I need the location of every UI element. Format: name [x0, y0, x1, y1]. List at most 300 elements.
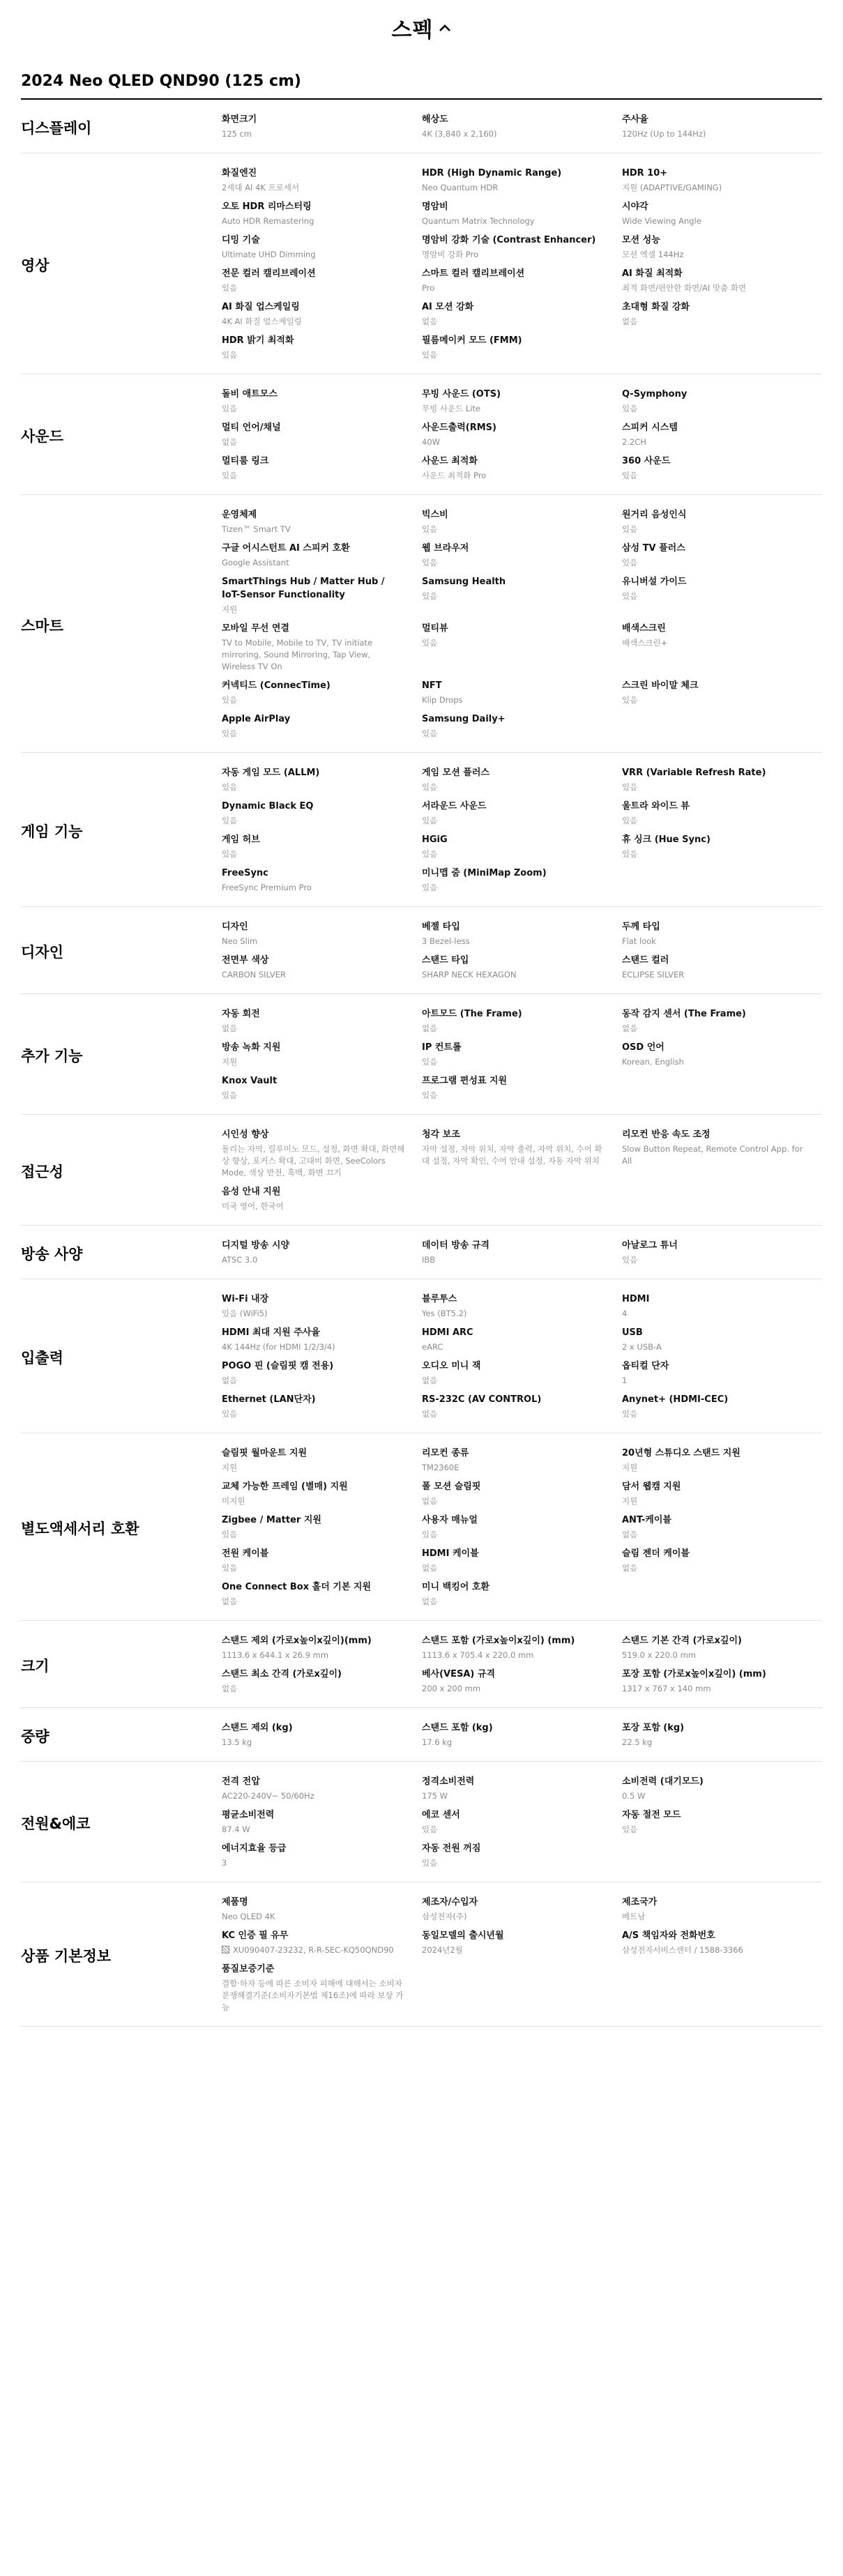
certification-icon [222, 1946, 229, 1953]
spec-item [622, 111, 822, 144]
spec-item [422, 1545, 622, 1578]
spec-item [422, 1391, 622, 1424]
spec-value: 없음 [422, 1023, 438, 1033]
spec-value: 1113.6 x 644.1 x 26.9 mm [222, 1650, 329, 1660]
spec-value: 지원 [622, 1496, 638, 1506]
spec-value: 있음 [222, 404, 238, 413]
section-title: 방송 사양 [21, 1246, 83, 1263]
spec-label: 무빙 사운드 (OTS) [422, 389, 501, 399]
spec-value: 있음 [222, 1530, 238, 1539]
spec-value: 배색스크린+ [622, 638, 668, 648]
spec-item [422, 1578, 622, 1612]
spec-label: Samsung Health [422, 577, 506, 587]
spec-value: CARBON SILVER [222, 970, 286, 980]
spec-label: 구글 어시스턴트 AI 스피커 호환 [222, 543, 350, 554]
spec-value: 미지원 [222, 1496, 245, 1506]
spec-label: Ethernet (LAN단자) [222, 1394, 316, 1405]
spec-label: 멀티 언어/채널 [222, 422, 281, 433]
spec-item [222, 952, 422, 985]
spec-value: 지원 (ADAPTIVE/GAMING) [622, 183, 722, 192]
spec-item [222, 573, 422, 620]
spec-label: 베사(VESA) 규격 [422, 1669, 496, 1679]
spec-value: 125 cm [222, 129, 252, 139]
spec-label: 베젤 타입 [422, 922, 460, 932]
spec-value: 사운드 최적화 Pro [422, 471, 487, 480]
spec-value: 있음 [222, 1409, 238, 1419]
spec-item [222, 1237, 422, 1270]
spec-value: 있음 [622, 404, 638, 413]
spec-label: 시인성 향상 [222, 1129, 269, 1140]
spec-label: 운영체제 [222, 510, 257, 520]
spec-value: 4K AI 화질 업스케일링 [222, 317, 302, 326]
spec-item [222, 1324, 422, 1357]
spec-item [622, 831, 822, 864]
spec-label: NFT [422, 680, 442, 691]
spec-section [21, 907, 822, 994]
spec-label: 제조자/수입자 [422, 1897, 478, 1907]
spec-label: 스탠드 포함 (가로x높이x깊이) (mm) [422, 1636, 575, 1646]
spec-label: 옵티컬 단자 [622, 1361, 669, 1371]
spec-item [622, 419, 822, 452]
spec-label: 울트라 와이드 뷰 [622, 801, 690, 811]
spec-item [222, 452, 422, 486]
spec-section [21, 1708, 822, 1762]
spec-value: eARC [422, 1342, 443, 1352]
spec-label: 사용자 매뉴얼 [422, 1515, 478, 1525]
spec-value: 87.4 W [222, 1824, 250, 1834]
section-title: 디스플레이 [21, 120, 92, 137]
spec-value: 지원 [222, 1463, 238, 1472]
spec-item [422, 1072, 622, 1106]
spec-value: 1113.6 x 705.4 x 220.0 mm [422, 1650, 534, 1660]
spec-value: 없음 [622, 1563, 638, 1573]
spec-value: 있음 [222, 729, 238, 738]
spec-label: 화면크기 [222, 114, 257, 125]
spec-item [422, 111, 622, 144]
spec-item [422, 710, 622, 744]
spec-item [422, 1445, 622, 1478]
spec-label: 정격소비전력 [422, 1776, 475, 1787]
spec-value: 없음 [222, 1375, 238, 1385]
section-title: 게임 기능 [21, 823, 83, 840]
spec-label: AI 모션 강화 [422, 302, 474, 312]
spec-section [21, 495, 822, 753]
spec-value: 있음 [622, 471, 638, 480]
spec-label: 아날로그 튜너 [622, 1240, 678, 1251]
spec-value: 없음 [622, 1023, 638, 1033]
spec-item [622, 1290, 822, 1324]
spec-item [622, 165, 822, 198]
spec-value: 없음 [422, 1375, 438, 1385]
spec-label: 제품명 [222, 1897, 248, 1907]
spec-label: 모바일 무선 연결 [222, 623, 289, 634]
spec-value: 지원 [622, 1463, 638, 1472]
spec-value: 있음 [422, 1858, 438, 1868]
spec-label: Dynamic Black EQ [222, 801, 314, 811]
section-title: 영상 [21, 257, 50, 274]
spec-value: Neo Slim [222, 936, 258, 946]
spec-label: 필름메이커 모드 (FMM) [422, 335, 522, 346]
spec-item [222, 419, 422, 452]
spec-item [422, 165, 622, 198]
spec-item [222, 540, 422, 573]
spec-header[interactable] [21, 0, 822, 56]
spec-value: 있음 [622, 1255, 638, 1265]
spec-value: 1 [622, 1375, 628, 1385]
spec-item [422, 506, 622, 540]
spec-value: Klip Drops [422, 695, 463, 705]
spec-value: 지원 [222, 604, 238, 614]
spec-value: Quantum Matrix Technology [422, 216, 535, 226]
spec-value: 4 [622, 1309, 628, 1318]
spec-label: 삼성 TV 플러스 [622, 543, 685, 554]
spec-item [622, 231, 822, 265]
spec-value: 결함·하자 등에 따른 소비자 피해에 대해서는 소비자분쟁해결기준(소비자기본법 제16조)에 따라 보상 가능 [222, 1979, 404, 2012]
spec-item [222, 1072, 422, 1106]
spec-value: 있음 [222, 816, 238, 825]
spec-label: 미니 백킹어 호환 [422, 1582, 489, 1592]
spec-item [222, 1290, 422, 1324]
spec-value: 있음 [422, 729, 438, 738]
spec-value: 120Hz (Up to 144Hz) [622, 129, 706, 139]
spec-section [21, 1433, 822, 1621]
spec-item [622, 298, 822, 332]
spec-value: 없음 [622, 317, 638, 326]
spec-label: 원거리 음성인식 [622, 510, 687, 520]
spec-item [622, 1445, 822, 1478]
spec-label: Samsung Daily+ [422, 714, 506, 724]
spec-item [422, 677, 622, 710]
spec-item [622, 1357, 822, 1391]
spec-label: USB [622, 1327, 643, 1338]
spec-value-text: XU090407-23232, R-R-SEC-KQ50QND90 [233, 1945, 394, 1955]
spec-value: 자막 설정, 자막 위치, 자막 출력, 자막 위치, 수어 확대 설정, 자막 확인, 수어 안내 설정, 자동 자막 위치 [422, 1144, 602, 1166]
spec-value: 있음 [422, 849, 438, 859]
spec-grid [222, 918, 822, 985]
spec-label: 자동 회전 [222, 1009, 260, 1019]
spec-value: 3 [222, 1858, 227, 1868]
spec-item [222, 918, 422, 952]
spec-value: Slow Button Repeat, Remote Control App. for All [622, 1144, 803, 1166]
spec-label: 미니맵 줌 (MiniMap Zoom) [422, 868, 547, 878]
spec-grid [222, 1237, 822, 1270]
spec-label: HDMI [622, 1294, 650, 1304]
spec-item [222, 231, 422, 265]
spec-section [21, 1882, 822, 2027]
spec-label: 서라운드 사운드 [422, 801, 487, 811]
spec-label: 배색스크린 [622, 623, 666, 634]
spec-item [422, 1511, 622, 1545]
spec-item [222, 111, 422, 144]
section-title: 상품 기본정보 [21, 1948, 112, 1965]
spec-label: 스탠드 제외 (kg) [222, 1723, 293, 1733]
spec-section [21, 1762, 822, 1882]
spec-label: 해상도 [422, 114, 448, 125]
spec-item [422, 1357, 622, 1391]
spec-label: 디자인 [222, 922, 248, 932]
spec-label: 음성 안내 지원 [222, 1187, 281, 1197]
spec-grid [222, 1893, 822, 2018]
section-title: 별도액세서리 호환 [21, 1521, 139, 1537]
spec-item [422, 1806, 622, 1840]
spec-label: 돌비 애트모스 [222, 389, 278, 399]
spec-label: 디밍 기술 [222, 235, 260, 245]
spec-item [222, 1719, 422, 1753]
spec-item [222, 198, 422, 231]
spec-value: AC220-240V~ 50/60Hz [222, 1791, 314, 1801]
spec-label: 소비전력 (대기모드) [622, 1776, 704, 1787]
spec-item [422, 419, 622, 452]
spec-item [422, 1927, 622, 1960]
spec-label: HDR (High Dynamic Range) [422, 168, 562, 178]
spec-value: Neo QLED 4K [222, 1912, 275, 1921]
section-title: 중량 [21, 1728, 50, 1745]
spec-value: 있음 [622, 591, 638, 601]
spec-item [222, 831, 422, 864]
spec-item [222, 1893, 422, 1927]
spec-label: 오디오 미니 잭 [422, 1361, 481, 1371]
spec-item [222, 1666, 422, 1699]
spec-grid [222, 1632, 822, 1699]
spec-value: 1317 x 767 x 140 mm [622, 1684, 711, 1693]
spec-label: HGiG [422, 834, 448, 845]
spec-item [222, 386, 422, 419]
spec-value: 있음 [622, 1824, 638, 1834]
spec-item [422, 1126, 622, 1183]
spec-label: 20년형 스튜디오 스탠드 지원 [622, 1448, 741, 1458]
spec-label: 에너지효율 등급 [222, 1843, 287, 1854]
spec-item [622, 1324, 822, 1357]
spec-section [21, 1621, 822, 1708]
spec-value: 없음 [622, 1530, 638, 1539]
spec-label: 스피커 시스템 [622, 422, 678, 433]
spec-value: 4K (3,840 x 2,160) [422, 129, 497, 139]
spec-label: HDR 10+ [622, 168, 668, 178]
spec-value: Wide Viewing Angle [622, 216, 701, 226]
spec-item [422, 764, 622, 798]
spec-grid [222, 386, 822, 486]
section-title: 스마트 [21, 617, 63, 634]
spec-label: 커넥티드 (ConnecTime) [222, 680, 331, 691]
spec-item [222, 298, 422, 332]
spec-value: 있음 [422, 524, 438, 534]
spec-value: 있음 [222, 849, 238, 859]
spec-grid [222, 165, 822, 365]
spec-label: Q-Symphony [622, 389, 688, 399]
spec-section [21, 1115, 822, 1226]
spec-label: 담서 웹캠 지원 [622, 1481, 681, 1492]
spec-item [622, 1511, 822, 1545]
spec-label: HDMI 최대 지원 주사율 [222, 1327, 320, 1338]
spec-item [622, 1719, 822, 1753]
spec-value: 2.2CH [622, 437, 646, 447]
spec-label: 멀티룸 링크 [222, 456, 269, 466]
spec-value: 무빙 사운드 Lite [422, 404, 481, 413]
spec-value: 40W [422, 437, 441, 447]
spec-value: 지원 [222, 1057, 238, 1067]
spec-label: VRR (Variable Refresh Rate) [622, 768, 766, 778]
chevron-up-icon[interactable] [439, 19, 451, 36]
spec-label: 교체 가능한 프레임 (별매) 지원 [222, 1481, 348, 1492]
spec-grid [222, 506, 822, 744]
spec-value: 없음 [422, 1409, 438, 1419]
spec-value: ECLIPSE SILVER [622, 970, 685, 980]
spec-label: 멀티뷰 [422, 623, 448, 634]
spec-label: 품질보증기준 [222, 1964, 275, 1974]
spec-item [422, 1719, 622, 1753]
spec-label: AI 화질 업스케일링 [222, 302, 300, 312]
spec-value: IBB [422, 1255, 436, 1265]
spec-label: 데이터 방송 규격 [422, 1240, 489, 1251]
spec-item [222, 864, 422, 898]
spec-item [422, 198, 622, 231]
spec-label: HDMI ARC [422, 1327, 473, 1338]
spec-label: OSD 언어 [622, 1042, 664, 1053]
spec-section [21, 374, 822, 495]
section-title: 사운드 [21, 428, 63, 445]
spec-item [222, 332, 422, 365]
spec-label: 스크린 바이말 체크 [622, 680, 699, 691]
spec-item [222, 1632, 422, 1666]
spec-label: Knox Vault [222, 1076, 278, 1086]
spec-label: 포장 포함 (kg) [622, 1723, 685, 1733]
spec-item [622, 1773, 822, 1806]
spec-item [622, 1126, 822, 1183]
spec-label: 게임 모션 플러스 [422, 768, 489, 778]
spec-label: Apple AirPlay [222, 714, 291, 724]
spec-item [422, 1478, 622, 1511]
spec-section [21, 994, 822, 1115]
spec-value: 있음 [622, 524, 638, 534]
spec-label: 휴 싱크 (Hue Sync) [622, 834, 711, 845]
spec-value: 있음 (WiFi5) [222, 1309, 268, 1318]
spec-value: 200 x 200 mm [422, 1684, 481, 1693]
spec-item [222, 1840, 422, 1873]
spec-item [222, 1357, 422, 1391]
spec-value: 17.6 kg [422, 1737, 453, 1747]
spec-item [222, 265, 422, 298]
spec-value: 있음 [222, 471, 238, 480]
spec-value: 명암비 강화 Pro [422, 250, 479, 259]
spec-value: ATSC 3.0 [222, 1255, 258, 1265]
spec-value: 있음 [422, 591, 438, 601]
spec-label: 프로그램 편성표 지원 [422, 1076, 508, 1086]
spec-label: 유니버설 가이드 [622, 577, 687, 587]
spec-label: 리모컨 종류 [422, 1448, 469, 1458]
spec-label: 아트모드 (The Frame) [422, 1009, 522, 1019]
spec-value: 있음 [422, 638, 438, 648]
spec-value: TV to Mobile, Mobile to TV, TV initiate mirroring, Sound Mirroring, Tap View, Wireless TV On [222, 638, 373, 671]
spec-value: 175 W [422, 1791, 448, 1801]
spec-item [422, 620, 622, 677]
spec-item [622, 620, 822, 677]
spec-value: 있음 [222, 1090, 238, 1100]
spec-value: 2세대 AI 4K 프로세서 [222, 183, 300, 192]
spec-value: SHARP NECK HEXAGON [422, 970, 517, 980]
spec-value: 0.5 W [622, 1791, 646, 1801]
spec-value: 없음 [422, 317, 438, 326]
spec-section [21, 100, 822, 153]
spec-item [422, 1039, 622, 1072]
spec-value: 삼성전자(주) [422, 1912, 467, 1921]
spec-item [622, 1478, 822, 1511]
spec-sections [21, 100, 822, 2027]
spec-value: Korean, English [622, 1057, 684, 1067]
spec-item [222, 1005, 422, 1039]
spec-item [422, 952, 622, 985]
spec-label: Wi-Fi 내장 [222, 1294, 269, 1304]
spec-item [422, 831, 622, 864]
spec-item [422, 386, 622, 419]
spec-item [222, 1960, 422, 2018]
spec-label: 슬림핏 월마운트 지원 [222, 1448, 307, 1458]
spec-value: Auto HDR Remastering [222, 216, 314, 226]
spec-item [622, 1545, 822, 1578]
spec-label: 동작 감지 센서 (The Frame) [622, 1009, 746, 1019]
spec-item [222, 1511, 422, 1545]
spec-grid [222, 1126, 822, 1217]
spec-item [222, 1545, 422, 1578]
section-title: 크기 [21, 1658, 50, 1675]
spec-item [622, 1039, 822, 1072]
spec-label: 오토 HDR 리마스터링 [222, 201, 312, 212]
section-title: 접근성 [21, 1164, 63, 1180]
spec-item [422, 573, 622, 620]
spec-value: 있음 [222, 350, 238, 360]
spec-label: 주사율 [622, 114, 648, 125]
spec-item [622, 764, 822, 798]
spec-label: 블루투스 [422, 1294, 457, 1304]
spec-value: 있음 [222, 1563, 238, 1573]
spec-value: 2024년2월 [422, 1945, 463, 1955]
spec-label: Anynet+ (HDMI-CEC) [622, 1394, 729, 1405]
spec-value: 있음 [422, 782, 438, 792]
spec-value: 베트남 [622, 1912, 646, 1921]
spec-item [622, 386, 822, 419]
spec-label: 사운드출력(RMS) [422, 422, 496, 433]
spec-item [622, 506, 822, 540]
spec-item [222, 677, 422, 710]
spec-label: 사운드 최적화 [422, 456, 478, 466]
spec-item [622, 952, 822, 985]
spec-item [422, 1632, 622, 1666]
spec-item [222, 1126, 422, 1183]
spec-item [222, 506, 422, 540]
spec-label: KC 인증 필 유무 [222, 1930, 289, 1941]
spec-section [21, 153, 822, 374]
spec-item [422, 1893, 622, 1927]
spec-value: 있음 [422, 1057, 438, 1067]
section-title: 추가 기능 [21, 1048, 83, 1065]
spec-label: HDMI 케이블 [422, 1548, 479, 1559]
spec-item [622, 1893, 822, 1927]
spec-item [222, 1478, 422, 1511]
spec-label: 스탠드 제외 (가로x높이x깊이)(mm) [222, 1636, 372, 1646]
spec-value: 모션 엑셀 144Hz [622, 250, 684, 259]
spec-label: 스탠드 기본 간격 (가로x깊이) [622, 1636, 742, 1646]
spec-label: 전문 컬러 캘리브레이션 [222, 268, 316, 279]
spec-item [222, 1183, 422, 1217]
spec-item [422, 1237, 622, 1270]
spec-value: 있음 [422, 1824, 438, 1834]
spec-item [422, 1666, 622, 1699]
spec-item [622, 1237, 822, 1270]
spec-value: 있음 [622, 695, 638, 705]
spec-label: AI 화질 최적화 [622, 268, 683, 279]
section-title: 입출력 [21, 1350, 63, 1366]
spec-label: 자동 절전 모드 [622, 1810, 681, 1820]
spec-item [222, 1773, 422, 1806]
